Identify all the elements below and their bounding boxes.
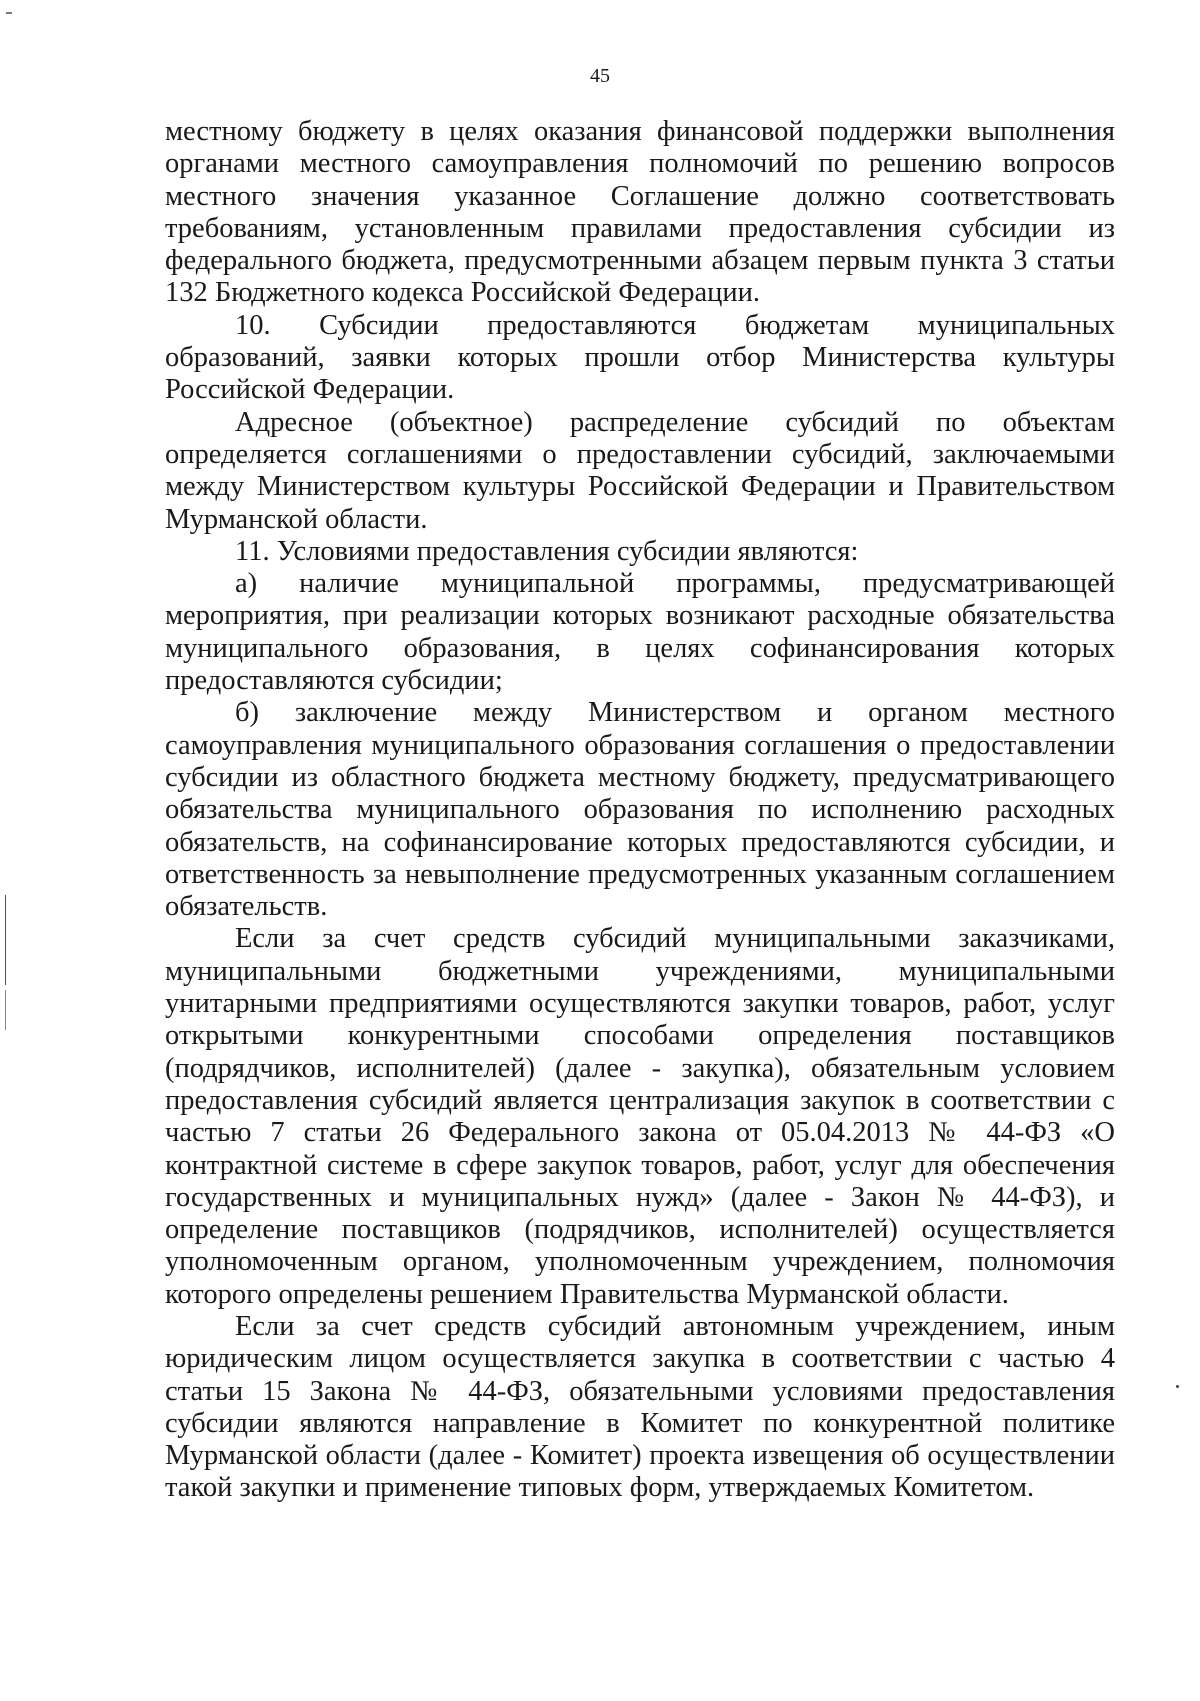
paragraph: местному бюджету в целях оказания финансовой поддержки выполнения органами местного самоуправления полномочий по решению вопросов местного значения указанное Соглашение должно соответствовать требованиям, установленным правилами предоставления субсидии из федерального бюджета, предусмотренными абзацем первым пункта 3 статьи 132 Бюджетного кодекса Российской Федерации.: [165, 116, 1115, 309]
paragraph: Если за счет средств субсидий автономным учреждением, иным юридическим лицом осуществляется закупка в соответствии с частью 4 статьи 15 Закона № 44-ФЗ, обязательными условиями предоставления субсидии являются направление в Комитет по конкурентной политике Мурманской области (далее - Комитет) проекта извещения об осуществлении такой закупки и применение типовых форм, утверждаемых Комитетом.: [165, 1310, 1115, 1504]
page-number: 45: [590, 65, 610, 87]
scan-speck: [6, 12, 12, 14]
paragraph: 10. Субсидии предоставляются бюджетам муниципальных образований, заявки которых прошли отбор Министерства культуры Российской Федерации.: [165, 309, 1115, 406]
list-item: б) заключение между Министерством и органом местного самоуправления муниципального образования соглашения о предоставлении субсидии из областного бюджета местному бюджету, предусматривающего обязательства муниципального образования по исполнению расходных обязательств, на софинансирование которых предоставляются субсидии, и ответственность за невыполнение предусмотренных указанным соглашением обязательств.: [165, 697, 1115, 923]
paragraph: 11. Условиями предоставления субсидии являются:: [235, 535, 859, 567]
scan-margin-line: [5, 990, 6, 1030]
scan-margin-line: [5, 895, 6, 985]
list-item: а) наличие муниципальной программы, предусматривающей мероприятия, при реализации которых возникают расходные обязательства муниципального образования, в целях софинансирования которых предоставляются субсидии;: [165, 568, 1115, 697]
paragraph: Адресное (объектное) распределение субсидий по объектам определяется соглашениями о предоставлении субсидий, заключаемыми между Министерством культуры Российской Федерации и Правительством Мурманской области.: [165, 406, 1115, 535]
scan-speck: [1176, 1385, 1179, 1388]
paragraph: Если за счет средств субсидий муниципальными заказчиками, муниципальными бюджетными учреждениями, муниципальными унитарными предприятиями осуществляются закупки товаров, работ, услуг открытыми конкурентными способами определения поставщиков (подрядчиков, исполнителей) (далее - закупка), обязательным условием предоставления субсидий является централизация закупок в соответствии с частью 7 статьи 26 Федерального закона от 05.04.2013 № 44-ФЗ «О контрактной системе в сфере закупок товаров, работ, услуг для обеспечения государственных и муниципальных нужд» (далее - Закон № 44-ФЗ), и определение поставщиков (подрядчиков, исполнителей) осуществляется уполномоченным органом, уполномоченным учреждением, полномочия которого определены решением Правительства Мурманской области.: [165, 923, 1115, 1310]
document-body: [165, 116, 1115, 1505]
